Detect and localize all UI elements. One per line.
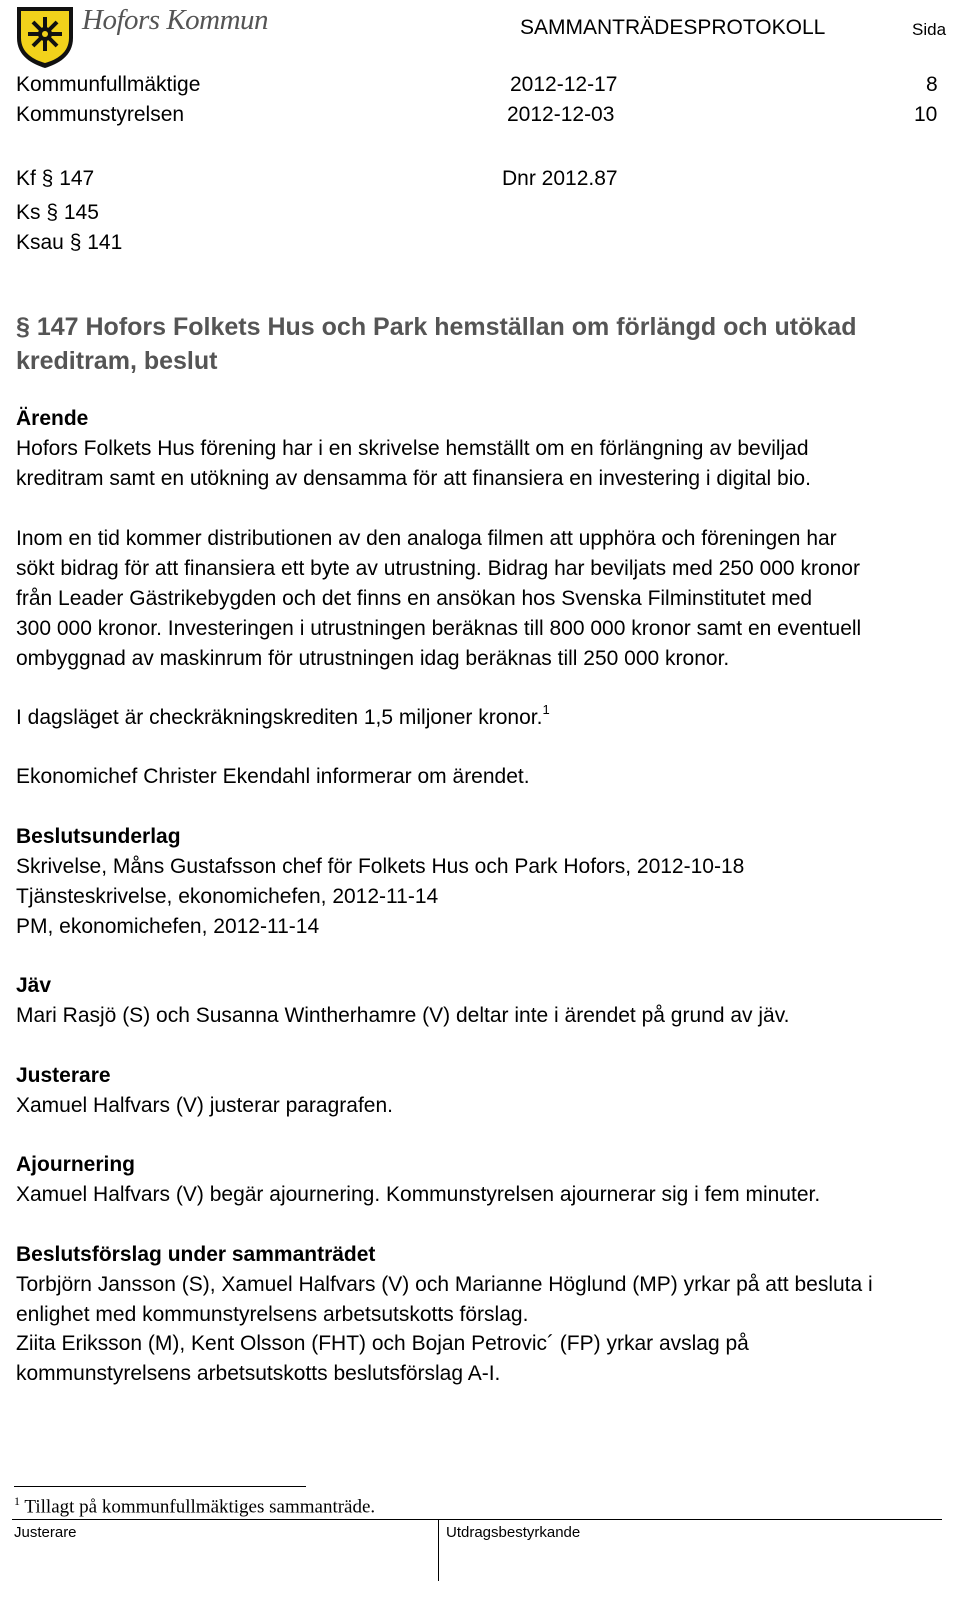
municipality-crest-logo [14, 4, 76, 70]
section-heading-beslutsunderlag: Beslutsunderlag [16, 825, 181, 848]
body-line: enlighet med kommunstyrelsens arbetsutskotts förslag. [16, 1303, 529, 1326]
body-line: kreditram samt en utökning av densamma för att finansiera en investering i digital bio. [16, 467, 811, 490]
body-line: Mari Rasjö (S) och Susanna Wintherhamre (V) deltar inte i ärendet på grund av jäv. [16, 1004, 790, 1027]
section-heading-ajournering: Ajournering [16, 1153, 135, 1176]
meeting-page: 10 [914, 103, 938, 126]
ksau-reference: Ksau § 141 [16, 231, 123, 254]
body-line-with-footnote [16, 703, 550, 735]
section-heading-arende: Ärende [16, 407, 89, 430]
body-line: Ekonomichef Christer Ekendahl informerar om ärendet. [16, 765, 530, 788]
body-line: Ziita Eriksson (M), Kent Olsson (FHT) och Bojan Petrovic´ (FP) yrkar avslag på [16, 1332, 749, 1355]
diary-number: Dnr 2012.87 [502, 167, 618, 190]
body-line: Skrivelse, Måns Gustafsson chef för Folkets Hus och Park Hofors, 2012-10-18 [16, 855, 745, 878]
footnote-number: 1 [14, 1494, 20, 1508]
body-line: PM, ekonomichefen, 2012-11-14 [16, 915, 320, 938]
body-line: Torbjörn Jansson (S), Xamuel Halfvars (V) och Marianne Höglund (MP) yrkar på att besluta i [16, 1273, 873, 1296]
body-line: Xamuel Halfvars (V) begär ajournering. Kommunstyrelsen ajournerar sig i fem minuter. [16, 1183, 821, 1206]
meeting-page: 8 [926, 73, 938, 96]
body-line: ombyggnad av maskinrum för utrustningen idag beräknas till 250 000 kronor. [16, 647, 730, 670]
paragraph-title: § 147 Hofors Folkets Hus och Park hemställan om förlängd och utökad kreditram, beslut [16, 313, 857, 375]
section-heading-jav: Jäv [16, 974, 52, 997]
body-line: från Leader Gästrikebygden och det finns en ansökan hos Svenska Filminstitutet med [16, 587, 813, 610]
footnote-divider [14, 1486, 306, 1487]
footnote [14, 1494, 375, 1518]
meeting-date: 2012-12-17 [510, 73, 618, 96]
meeting-date: 2012-12-03 [507, 103, 615, 126]
document-type: SAMMANTRÄDESPROTOKOLL [520, 16, 826, 39]
body-line: Inom en tid kommer distributionen av den analoga filmen att upphöra och föreningen har [16, 527, 837, 550]
body-line: Tjänsteskrivelse, ekonomichefen, 2012-11-14 [16, 885, 439, 908]
signature-box-divider [438, 1519, 439, 1581]
logo-wordmark: Hofors Kommun [82, 4, 269, 36]
body-line: Xamuel Halfvars (V) justerar paragrafen. [16, 1094, 393, 1117]
justerare-signature-label: Justerare [14, 1524, 77, 1541]
credit-statement: I dagsläget är checkräkningskrediten 1,5 miljoner kronor. [16, 706, 543, 729]
page-label: Sida [912, 20, 947, 39]
ks-reference: Ks § 145 [16, 201, 99, 224]
utdrag-signature-label: Utdragsbestyrkande [446, 1524, 581, 1541]
footnote-reference: 1 [542, 702, 550, 717]
body-line: 300 000 kronor. Investeringen i utrustningen beräknas till 800 000 kronor samt en eventuell [16, 617, 862, 640]
body-line: sökt bidrag för att finansiera ett byte av utrustning. Bidrag har beviljats med 250 000 kronor [16, 557, 860, 580]
body-line: Hofors Folkets Hus förening har i en skrivelse hemställt om en förlängning av beviljad [16, 437, 809, 460]
footnote-text: Tillagt på kommunfullmäktiges sammanträde. [24, 1496, 376, 1518]
meeting-body: Kommunfullmäktige [16, 73, 201, 96]
section-heading-beslutsforslag: Beslutsförslag under sammanträdet [16, 1243, 376, 1266]
kf-reference: Kf § 147 [16, 167, 95, 190]
meeting-body: Kommunstyrelsen [16, 103, 185, 126]
section-heading-justerare: Justerare [16, 1064, 111, 1087]
body-line: kommunstyrelsens arbetsutskotts beslutsförslag A-I. [16, 1362, 501, 1385]
